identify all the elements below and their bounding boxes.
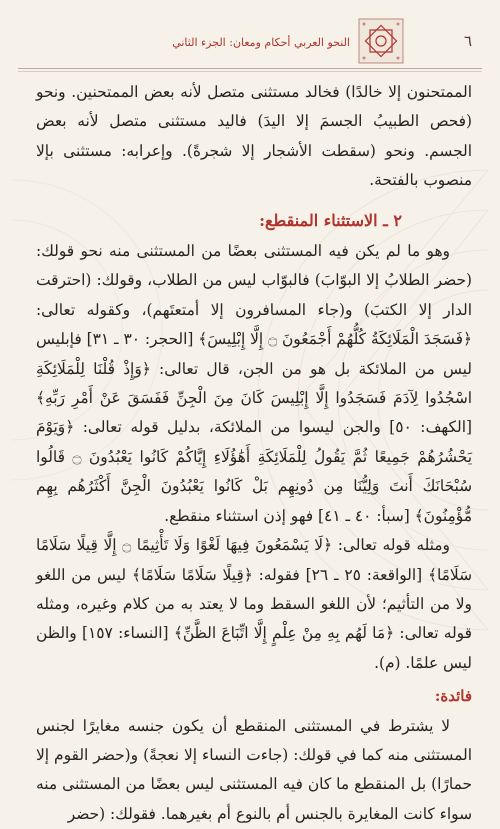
paragraph-note: لا يشترط في المستثنى المنقطع أن يكون جنسه مغايرًا لجنس المستثنى منه كما في قولك: (جاءت النساء إلا نعجةً) و(حضر القوم إلا حمارًا) بل المنقطع ما كان فيه المستثنى ليس بعضًا من المستثنى منه سواء كانت المغايرة بالجنس أم بالنوع أم بغيرهما. فقولك: (حضر [36, 716, 472, 823]
note-heading: فائدة: [434, 687, 472, 706]
header-ornament-icon [358, 18, 404, 64]
paragraph-example: ومثله قوله تعالى: ﴿لَا يَسْمَعُونَ فِيهَا لَغْوًا وَلَا تَأْثِيمًا ۝ إِلَّا قِيلًا سَلَامًا سَلَامًا﴾ [الواقعة: ٢٥ ـ ٢٦] فقوله: ﴿قِيلًا سَلَامًا سَلَامًا﴾ ليس من اللغو ولا من التأثيم؛ لأن اللغو السقط وما لا يعتد به من كلام وغيره، ومثله قوله تعالى: ﴿مَا لَهُم بِهِ مِنْ عِلْمٍ إِلَّا اتِّبَاعَ الظَّنِّ﴾ [النساء: ١٥٧] والظن ليس علمًا. (م). [36, 536, 472, 672]
header-divider [18, 68, 482, 69]
running-header-title: النحو العربي أحكام ومعان: الجزء الثاني [172, 36, 350, 49]
section-heading-disconnected-exception: ٢ ـ الاستثناء المنقطع: [259, 210, 402, 230]
page-header [18, 18, 482, 66]
header-divider-secondary [18, 71, 482, 72]
page-number: ٦ [463, 32, 472, 50]
paragraph-definition: وهو ما لم يكن فيه المستثنى بعضًا من المستثنى منه نحو قولك: (حضر الطلابُ إلا البوّابَ) فالبوّاب ليس من الطلاب، وقولك: (احترقت الدار إلا الكتبَ) و(جاء المسافرون إلا أمتعتَهم)، وكقوله تعالى: ﴿فَسَجَدَ الْمَلَائِكَةُ كُلُّهُمْ أَجْمَعُونَ ۝ إِلَّا إِبْلِيسَ﴾ [الحجر: ٣٠ ـ ٣١] فإبليس ليس من الملائكة بل هو من الجن، قال تعالى: ﴿وَإِذْ قُلْنَا لِلْمَلَائِكَةِ اسْجُدُوا لِآدَمَ فَسَجَدُوا إِلَّا إِبْلِيسَ كَانَ مِنَ الْجِنِّ فَفَسَقَ عَنْ أَمْرِ رَبِّهِ﴾ [الكهف: ٥٠] والجن ليسوا من الملائكة، بدليل قوله تعالى: ﴿وَيَوْمَ يَحْشُرُهُمْ جَمِيعًا ثُمَّ يَقُولُ لِلْمَلَائِكَةِ أَهَٰؤُلَاءِ إِيَّاكُمْ كَانُوا يَعْبُدُونَ ۝ قَالُوا سُبْحَانَكَ أَنتَ وَلِيُّنَا مِن دُونِهِم بَلْ كَانُوا يَعْبُدُونَ الْجِنَّ أَكْثَرُهُم بِهِم مُّؤْمِنُونَ﴾ [سبأ: ٤٠ ـ ٤١] فهو إذن استثناء منقطع. [36, 242, 472, 525]
paragraph-continuation: الممتحنون إلا خالدًا) فخالد مستثنى متصل لأنه بعض الممتحنين. ونحو (فحص الطبيبُ الجسمَ إلا اليدَ) فاليد مستثنى متصل لأنه بعض الجسم. ونحو (سقطت الأشجار إلا شجرةً). وإعرابه: مستثنى بإلا منصوب بالفتحة. [36, 83, 472, 190]
page-body [36, 78, 472, 823]
